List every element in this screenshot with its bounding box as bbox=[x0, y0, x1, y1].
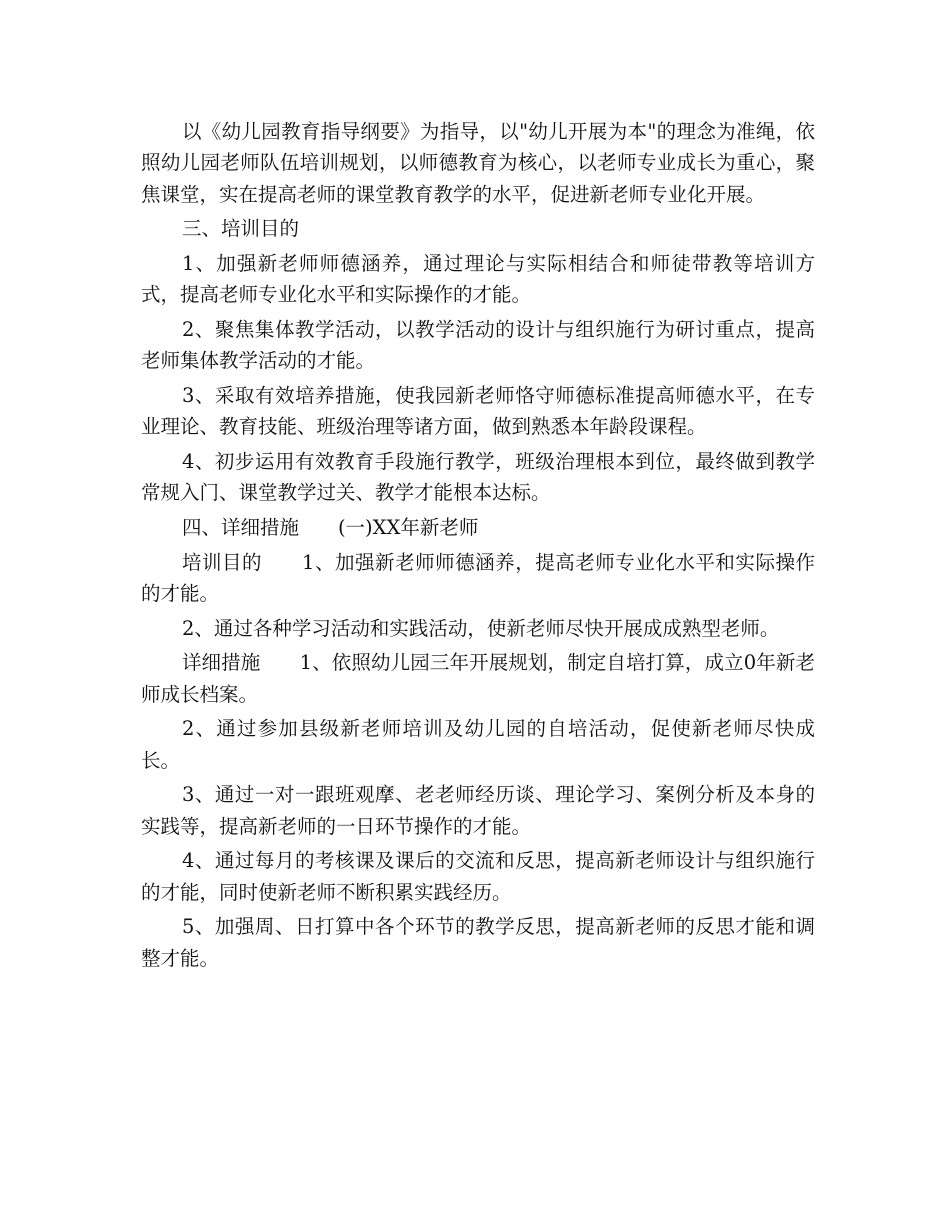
paragraph-goal-2: 2、聚焦集体教学活动，以教学活动的设计与组织施行为研讨重点，提高老师集体教学活动的才能。 bbox=[141, 317, 815, 373]
heading-training-goals: 三、培训目的 bbox=[181, 217, 299, 241]
paragraph-new-teacher-goal-2: 2、通过各种学习活动和实践活动，使新老师尽快开展成成熟型老师。 bbox=[181, 616, 780, 640]
document-body bbox=[141, 116, 815, 977]
paragraph-measure-1: 详细措施 1、依照幼儿园三年开展规划，制定自培打算，成立0年新老师成长档案。 bbox=[141, 651, 815, 706]
paragraph-goal-3: 3、采取有效培养措施，使我园新老师恪守师德标准提高师德水平，在专业理论、教育技能、班级治理等诸方面，做到熟悉本年龄段课程。 bbox=[141, 383, 815, 439]
paragraph-measure-3: 3、通过一对一跟班观摩、老老师经历谈、理论学习、案例分析及本身的实践等，提高新老师的一日环节操作的才能。 bbox=[141, 783, 815, 838]
paragraph-guideline: 以《幼儿园教育指导纲要》为指导，以"幼儿开展为本"的理念为准绳，依照幼儿园老师队伍培训规划，以师德教育为核心，以老师专业成长为重心，聚焦课堂，实在提高老师的课堂教育教学的水平，促进新老师专业化开展。 bbox=[141, 120, 815, 206]
paragraph-measure-4: 4、通过每月的考核课及课后的交流和反思，提高新老师设计与组织施行的才能，同时使新老师不断积累实践经历。 bbox=[141, 849, 815, 904]
paragraph-goal-4: 4、初步运用有效教育手段施行教学，班级治理根本到位，最终做到教学常规入门、课堂教学过关、教学才能根本达标。 bbox=[141, 449, 815, 505]
paragraph-measure-2: 2、通过参加县级新老师培训及幼儿园的自培活动，促使新老师尽快成长。 bbox=[141, 717, 815, 772]
paragraph-new-teacher-goal-1: 培训目的 1、加强新老师师德涵养，提高老师专业化水平和实际操作的才能。 bbox=[141, 550, 815, 605]
heading-detailed-measures: 四、详细措施 (一)XX年新老师 bbox=[181, 515, 479, 539]
paragraph-measure-5: 5、加强周、日打算中各个环节的教学反思，提高新老师的反思才能和调整才能。 bbox=[141, 915, 815, 970]
paragraph-goal-1: 1、加强新老师师德涵养，通过理论与实际相结合和师徒带教等培训方式，提高老师专业化水平和实际操作的才能。 bbox=[141, 251, 815, 307]
